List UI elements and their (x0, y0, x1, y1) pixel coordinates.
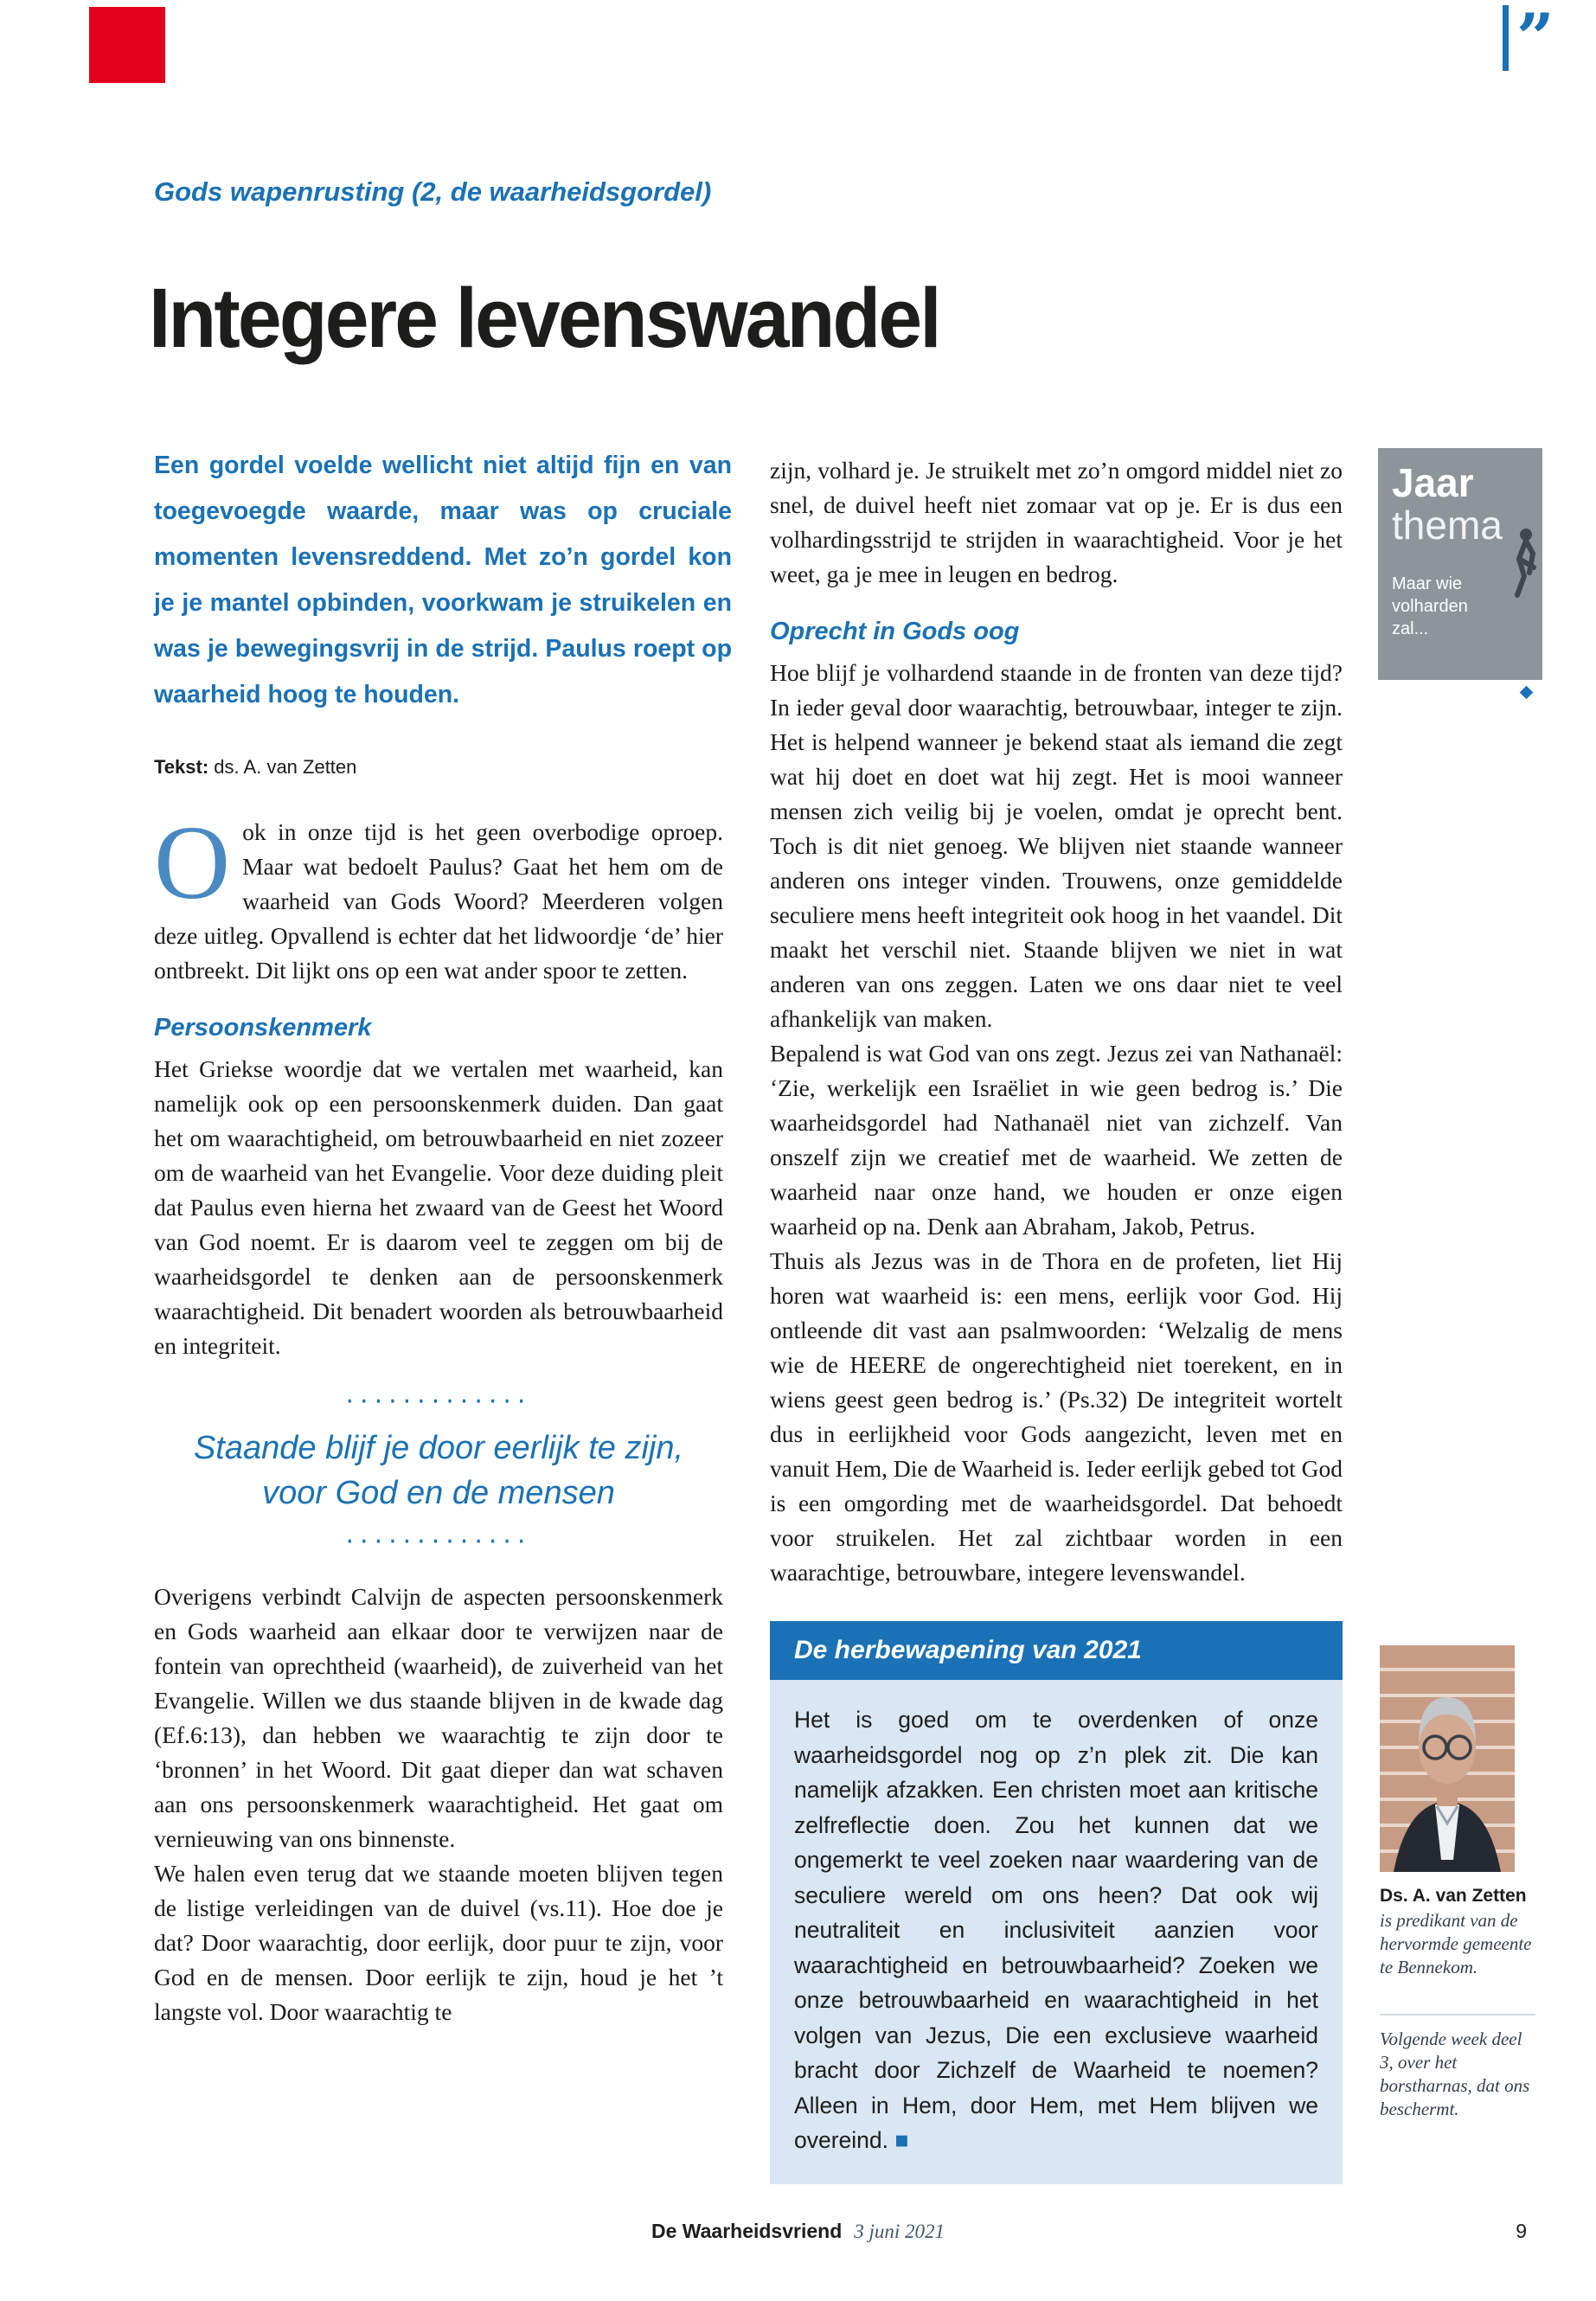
callout-box-body-text: Het is goed om te overdenken of onze waarheidsgordel nog op z’n plek zit. Die kan namelijk afzakken. Een christen moet aan kritische zelfreflectie doen. Zou het kunnen dat we ongemerkt te veel zoeken naar waardering van de seculiere wereld om ons heen? Dat ook wij neutraliteit en inclusiviteit aanzien voor waarachtigheid en betrouwbaarheid? Zoeken we onze betrouwbaarheid en waarachtigheid in het volgen van Jezus, Die een exclusieve waarheid bracht door Zichzelf de Waarheid te noemen? Alleen in Hem, door Hem, met Hem blijven we overeind. (794, 1707, 1318, 2153)
article-intro: Een gordel voelde wellicht niet altijd fijn en van toegevoegde waarde, maar was op cruciale momenten levensreddend. Met zo’n gordel kon je je mantel opbinden, voorkwam je struikelen en was je bewegingsvrij in de strijd. Paulus roept op waarheid hoog te houden. (154, 452, 732, 708)
jaarthema-word-1: Jaar (1392, 460, 1474, 505)
paragraph (154, 804, 723, 988)
end-mark-icon: ■ (894, 2127, 909, 2153)
byline-label: Tekst: (154, 756, 209, 778)
photo-caption (1380, 1884, 1535, 1979)
photo-caption-name: Ds. A. van Zetten (1380, 1886, 1527, 1906)
callout-box-text (770, 1680, 1343, 2184)
climber-icon (1506, 524, 1541, 611)
paragraph-text: ok in onze tijd is het geen overbodige oproep. Maar wat bedoelt Paulus? Gaat het hem om de waarheid van Gods Woord? Meerderen volgen deze uitleg. Opvallend is echter dat het lidwoordje ‘de’ hier ontbreekt. Dit lijkt ons op een wat ander spoor te zetten. (154, 818, 723, 984)
paragraph: Hoe blijf je volhardend staande in de fronten van deze tijd? In ieder geval door waarachtig, betrouwbaar, integer te zijn. Het is helpend wanneer je bekend staat als iemand die zegt wat hij doet en doet wat hij zegt. Het is mooi wanneer mensen zich veilig bij je voelen, omdat je oprecht bent. Toch is dit niet genoeg. We blijven niet staande wanneer anderen ons integer vinden. Trouwens, onze gemiddelde seculiere mens heeft integriteit ook hoog in het vaandel. Dit maakt het verschil niet. Staande blijven we niet in wat anderen van ons zeggen. Laten we ons daar niet te veel afhankelijk van maken. (770, 659, 1343, 1032)
portrait-person (1380, 1645, 1515, 1872)
article-column-right (770, 453, 1343, 2184)
dotted-divider: ············· (345, 1387, 532, 1417)
footer-magazine-name: De Waarheidsvriend (651, 2220, 843, 2242)
byline-name: ds. A. van Zetten (214, 756, 357, 778)
article-title: Integere levenswandel (149, 271, 939, 365)
paragraph: Bepalend is wat God van ons zegt. Jezus zei van Nathanaël: ‘Zie, werkelijk een Israëliet in wie geen bedrog is.’ Die waarheidsgordel had Nathanaël niet van zichzelf. Van onszelf zijn we creatief met de waarheid. We zetten de waarheid naar onze hand, we houden er onze eigen waarheid op na. Denk aan Abraham, Jakob, Petrus. (770, 1040, 1343, 1240)
diamond-icon (1520, 686, 1534, 700)
dotted-divider: ············· (345, 1527, 532, 1557)
jaarthema-word-2: thema (1392, 503, 1503, 548)
paragraph: Het Griekse woordje dat we vertalen met waarheid, kan namelijk ook op een persoonskenmerk duiden. Dan gaat het om waarachtigheid, om betrouwbaarheid en niet zozeer om de waarheid van het Evangelie. Voor deze duiding pleit dat Paulus even hierna het zwaard van de Geest het Woord van God noemt. Er is daarom veel te zeggen om bij de waarheidsgordel te denken aan de persoonskenmerk waarachtigheid. Dit benadert woorden als betrouwbaarheid en integriteit. (154, 1055, 723, 1359)
paragraph: We halen even terug dat we staande moeten blijven tegen de listige verleidingen van de duivel (vs.11). Hoe doe je dat? Door waarachtig, door eerlijk, door puur te zijn, voor God en de mensen. Door eerlijk te zijn, houd je het ’t langste vol. Door waarachtig te (154, 1860, 723, 2025)
paragraph: Thuis als Jezus was in de Thora en de profeten, liet Hij horen wat waarheid is: een mens, eerlijk voor God. Hij ontleende dit vast aan psalmwoorden: ‘Welzalig de mens wie de HEERE de ongerechtigheid niet toerekent, en in wiens geest geen bedrog is.’ (Ps.32) De integriteit wortelt dus in eerlijkheid voor Gods aangezicht, leven met en vanuit Hem, Die de Waarheid is. Ieder eerlijk gebed tot God is een omgording met de waarheidsgordel. Dat behoedt voor struikelen. Het zal zichtbaar worden in een waarachtige, betrouwbare, integere levenswandel. (770, 1247, 1343, 1586)
callout-box-title: De herbewapening van 2021 (770, 1621, 1343, 1680)
section-heading-persoonskenmerk: Persoonskenmerk (154, 1014, 372, 1042)
logo-red-square (89, 7, 165, 83)
photo-caption-role: is predikant van de hervormde gemeente te Bennekom. (1380, 1910, 1532, 1977)
drop-cap: O (154, 804, 231, 921)
footer-date: 3 juni 2021 (854, 2221, 945, 2242)
callout-box (770, 1621, 1343, 2184)
author-photo (1380, 1645, 1515, 1872)
pull-quote: Staande blijf je door eerlijk te zijn, voor God en de mensen (193, 1430, 684, 1511)
article-byline (154, 756, 356, 779)
jaarthema-tagline: Maar wie volharden zal... (1392, 574, 1468, 638)
paragraph: zijn, volhard je. Je struikelt met zo’n omgord middel niet zo snel, de duivel heeft niet zomaar vat op je. Er is dus een volhardingsstrijd te strijden in waarachtigheid. Voor je het weet, ga je mee in leugen en bedrog. (770, 457, 1343, 587)
article-column-left (154, 804, 723, 2029)
quote-icon: ” (1516, 0, 1554, 76)
section-heading-oprecht: Oprecht in Gods oog (770, 618, 1020, 645)
page-number: 9 (1516, 2220, 1527, 2242)
article-kicker: Gods wapenrusting (2, de waarheidsgordel) (154, 176, 712, 207)
accent-rule (1503, 5, 1509, 71)
paragraph: Overigens verbindt Calvijn de aspecten persoonskenmerk en Gods waarheid aan elkaar door te verwijzen naar de fontein van oprechtheid (waarheid), de zuiverheid van het Evangelie. Willen we dus staande blijven in de kwade dag (Ef.6:13), dan hebben we waarachtig te zijn door te ‘bronnen’ in het Woord. Dit gaat dieper dan wat schaven aan ons persoonskenmerk waarachtigheid. Het gaat om vernieuwing van ons binnenste. (154, 1583, 723, 1852)
page-footer (0, 2220, 1596, 2243)
jaarthema-badge (1378, 448, 1542, 680)
next-week-note: Volgende week deel 3, over het borstharnas, dat ons beschermt. (1380, 2014, 1535, 2121)
